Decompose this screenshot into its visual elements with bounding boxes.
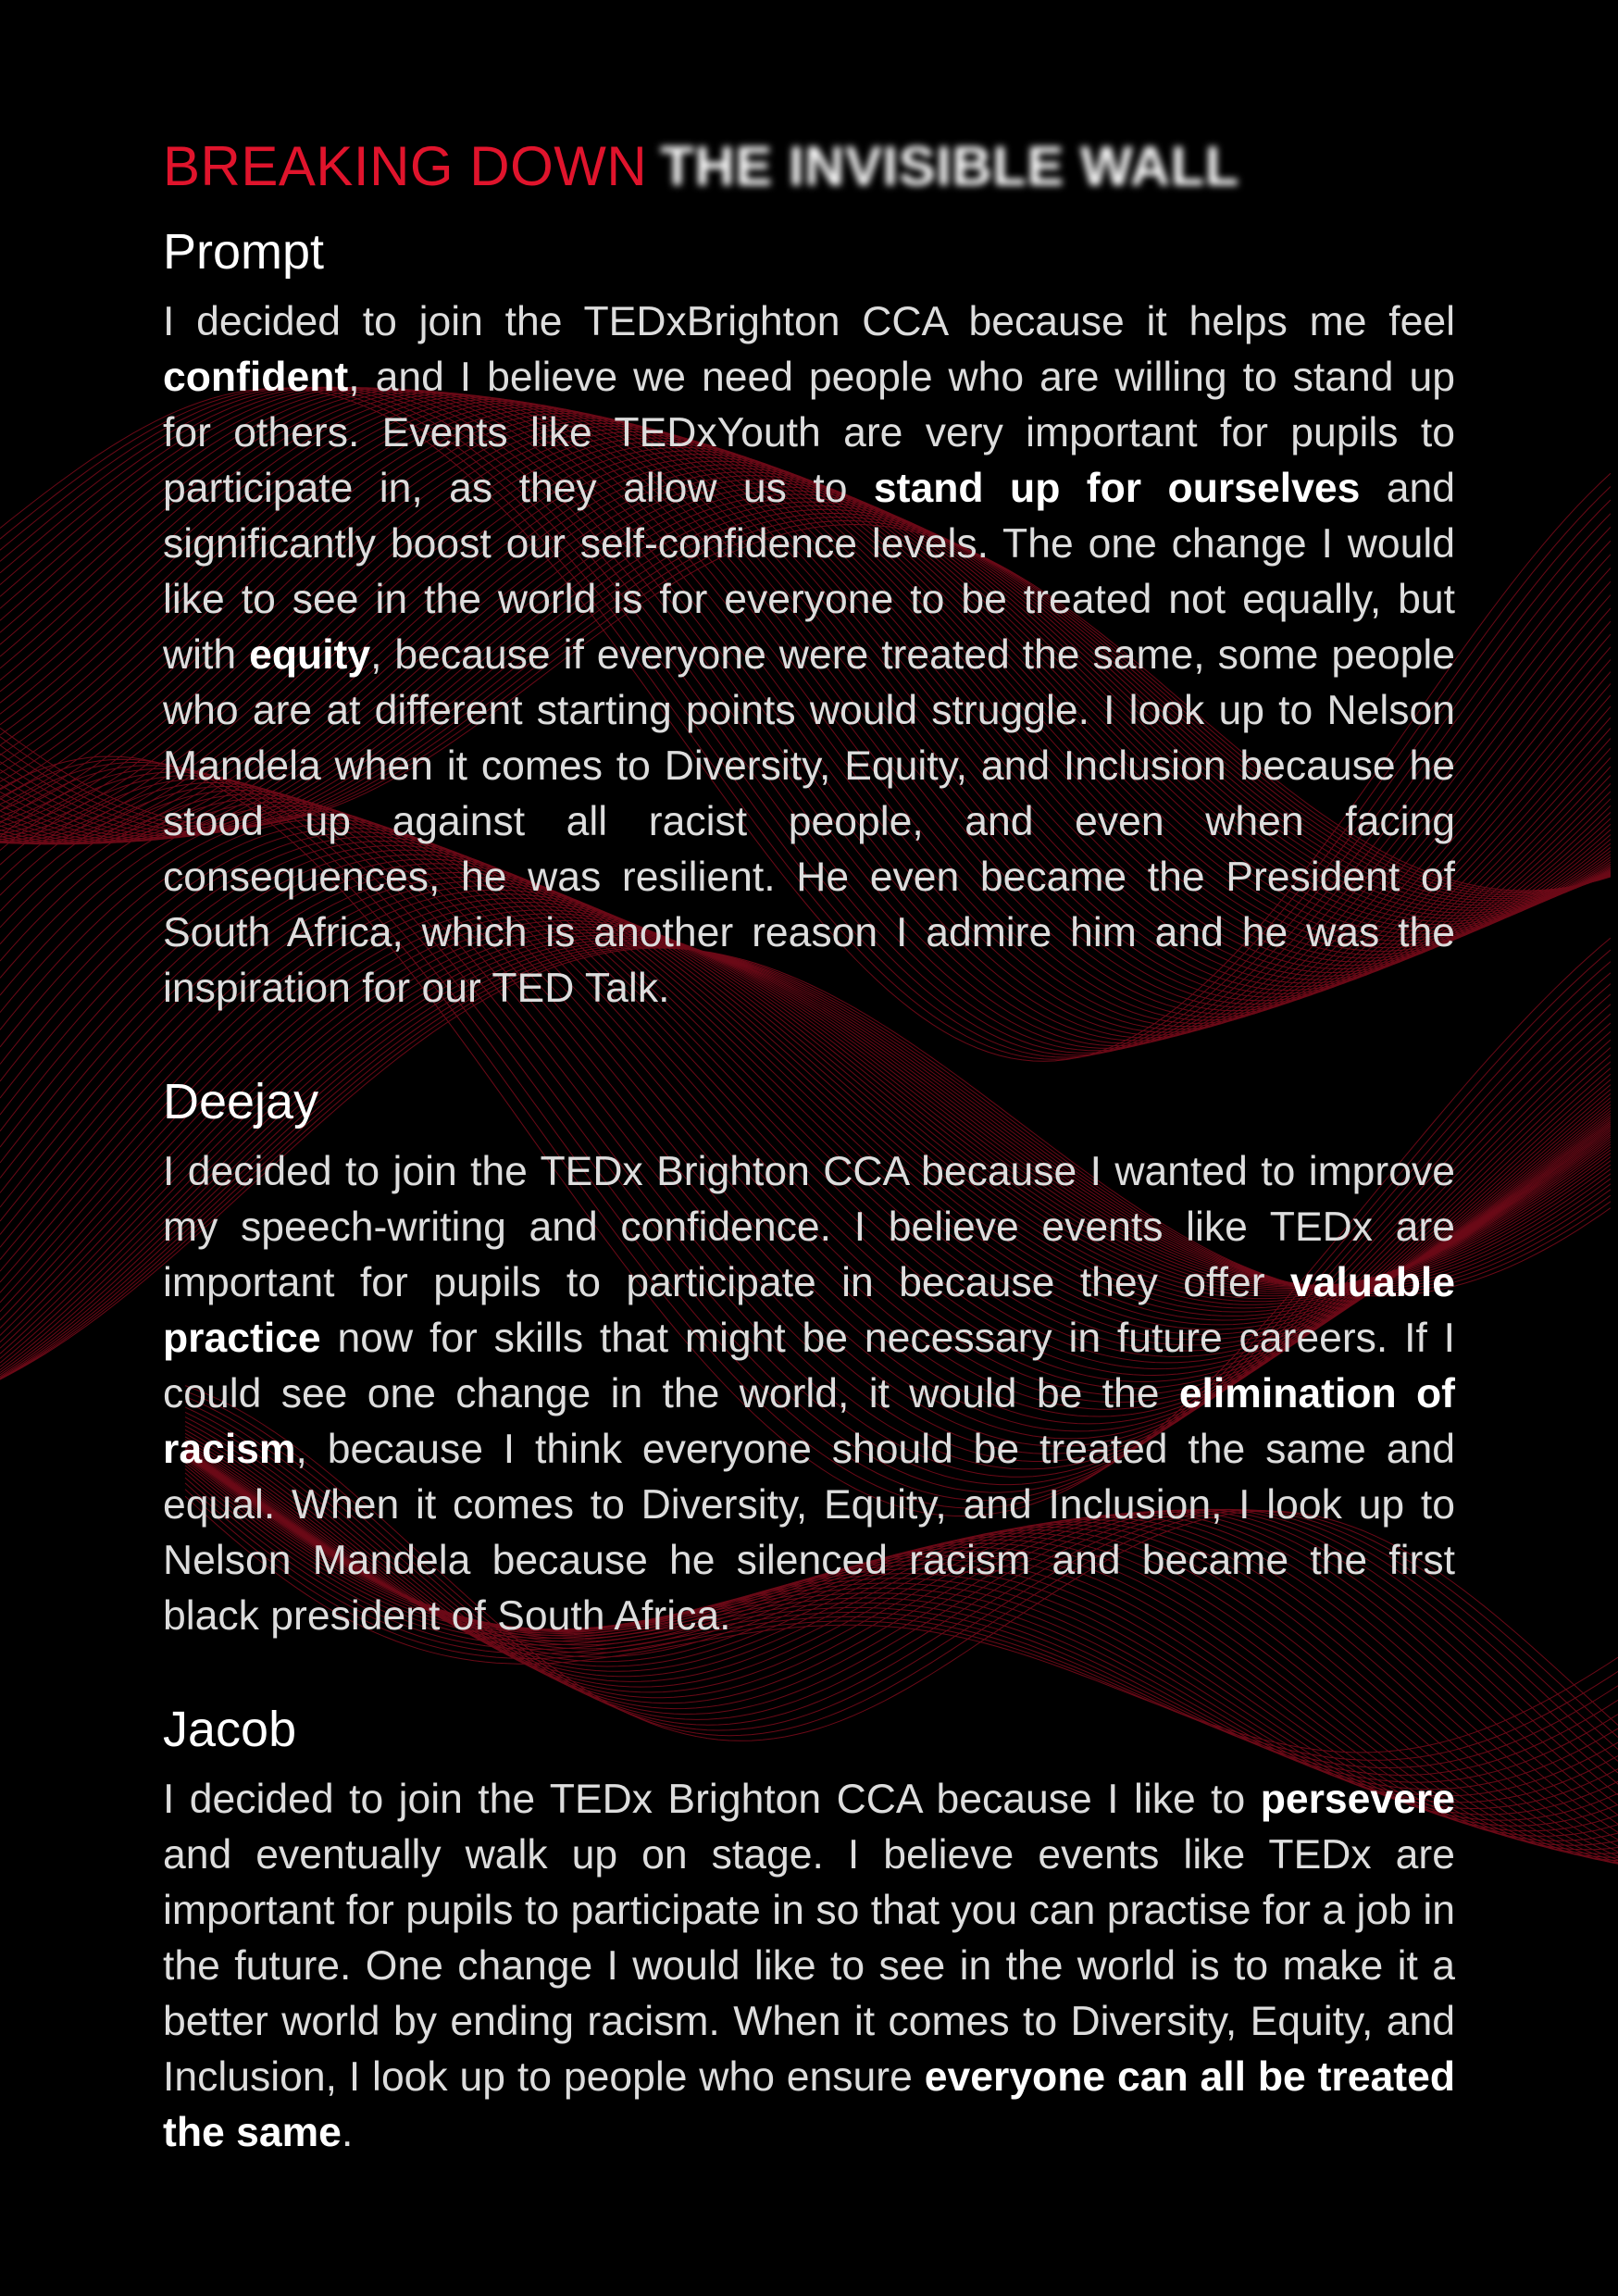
- body-text: , because I think everyone should be treated the same and equal. When it comes to Diversity, Equity, and Inclusion, I look up to Nelson Mandela because he silenced racism and became the first black president of South Africa.: [163, 1427, 1455, 1639]
- section-paragraph: [163, 294, 1455, 1017]
- body-text: I decided to join the TEDx Brighton CCA because I wanted to improve my speech-writing and confidence. I believe events like TEDx are important for pupils to participate in because they offer: [163, 1149, 1455, 1305]
- body-text: and eventually walk up on stage. I believe events like TEDx are important for pupils to participate in so that you can practise for a job in the future. One change I would like to see in the world is to make it a better world by ending racism. When it comes to Diversity, Equity, and Inclusion, I look up to people who ensure: [163, 1832, 1455, 2100]
- body-text: I decided to join the TEDxBrighton CCA because it helps me feel: [163, 299, 1455, 344]
- body-text: .: [341, 2110, 354, 2155]
- body-text: now for skills that might be necessary in future careers. If I could see one change in the world, it would be the: [163, 1316, 1455, 1416]
- section-jacob: [163, 1692, 1455, 2161]
- section-prompt: [163, 215, 1455, 1017]
- section-paragraph: [163, 1144, 1455, 1644]
- title-part-red: BREAKING DOWN: [163, 135, 648, 197]
- body-text: , and I believe we need people who are willing to stand up for others. Events like TEDxYouth are very important for pupils to participate in, as they allow us to: [163, 355, 1455, 511]
- emphasis-text: everyone can all be treated the same: [163, 2054, 1456, 2155]
- emphasis-text: elimination of racism: [163, 1371, 1456, 1472]
- emphasis-text: persevere: [1260, 1777, 1455, 1822]
- body-text: I decided to join the TEDx Brighton CCA because I like to: [163, 1777, 1261, 1822]
- emphasis-text: confident: [163, 355, 349, 400]
- section-name: Prompt: [163, 224, 325, 280]
- page-title: [163, 130, 1455, 204]
- section-name: Deejay: [163, 1074, 319, 1129]
- title-part-blurred: THE INVISIBLE WALL: [660, 135, 1239, 197]
- main-content: [163, 130, 1455, 2161]
- section-paragraph: [163, 1772, 1455, 2161]
- emphasis-text: equity: [249, 632, 371, 678]
- body-text: , because if everyone were treated the same, some people who are at different starting points would struggle. I look up to Nelson Mandela when it comes to Diversity, Equity, and Inclusion because he stood up against all racist people, and even when facing consequences, he was resilient. He even became the President of South Africa, which is another reason I admire him and he was the inspiration for our TED Talk.: [163, 632, 1455, 1011]
- body-text: and significantly boost our self-confidence levels. The one change I would like to see in the world is for everyone to be treated not equally, but with: [163, 466, 1455, 678]
- emphasis-text: stand up for ourselves: [873, 466, 1361, 511]
- section-name: Jacob: [163, 1702, 297, 1757]
- section-deejay: [163, 1065, 1455, 1644]
- emphasis-text: valuable practice: [163, 1260, 1455, 1361]
